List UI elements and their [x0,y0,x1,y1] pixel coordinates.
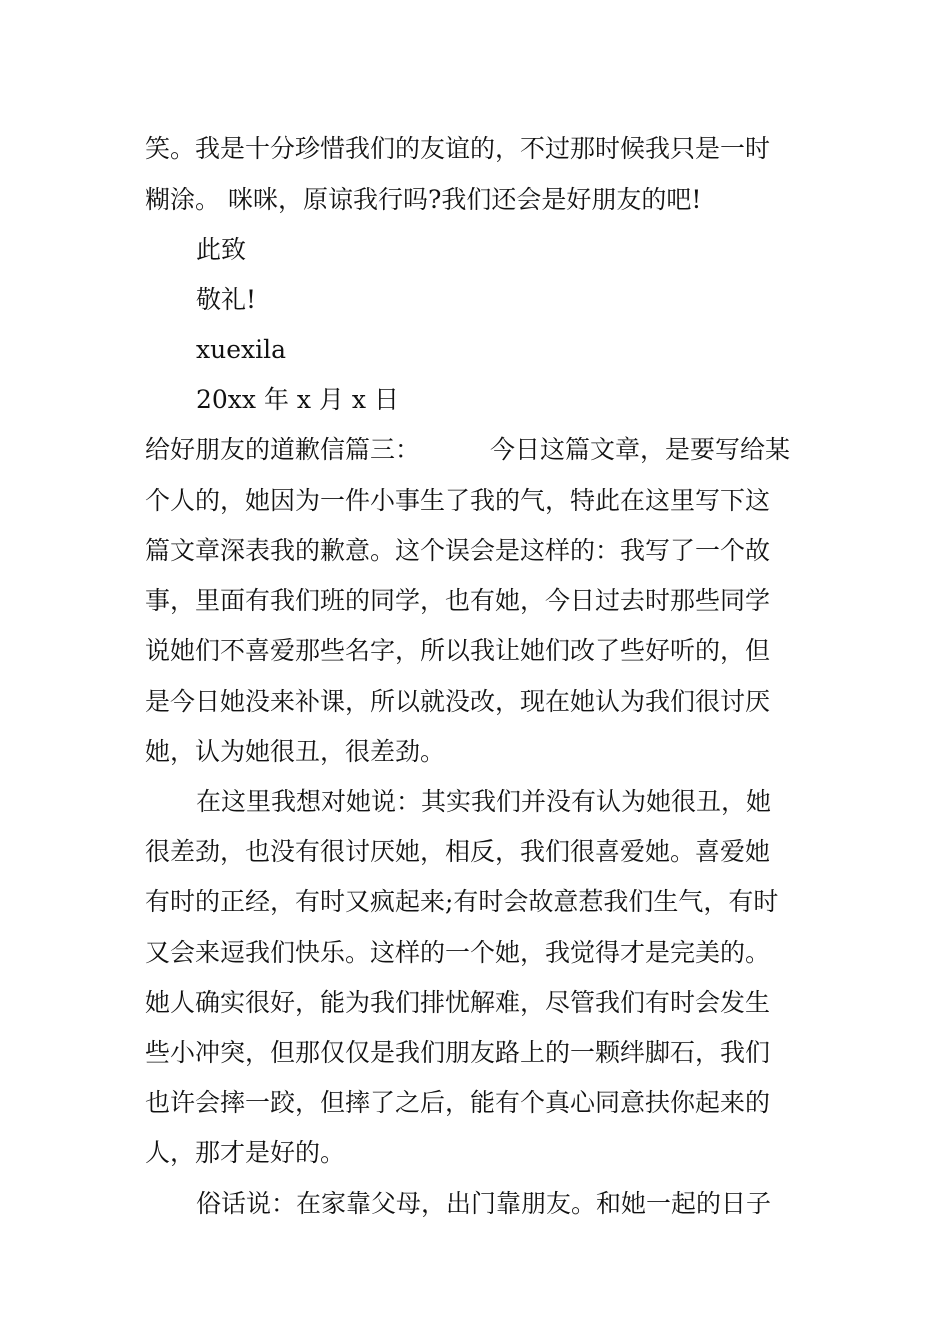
closing-regards: 敬礼! [196,285,257,314]
paragraph-start: 在这里我想对她说：其实我们并没有认为她很丑，她 [196,787,772,816]
text-line: 个人的，她因为一件小事生了我的气，特此在这里写下这 [145,486,771,515]
text-line: 又会来逗我们快乐。这样的一个她，我觉得才是完美的。 [145,938,771,967]
text-line: 有时的正经，有时又疯起来;有时会故意惹我们生气，有时 [145,887,779,916]
closing-salutation: 此致 [196,235,247,264]
signature-name: xuexila [196,335,286,364]
text-line: 篇文章深表我的歉意。这个误会是这样的：我写了一个故 [145,536,771,565]
text-line: 些小冲突，但那仅仅是我们朋友路上的一颗绊脚石，我们 [145,1038,771,1067]
text-line: 是今日她没来补课，所以就没改，现在她认为我们很讨厌 [145,687,771,716]
text-line: 今日这篇文章，是要写给某 [490,435,791,464]
text-line: 人，那才是好的。 [145,1138,346,1167]
text-line: 笑。我是十分珍惜我们的友谊的，不过那时候我只是一时 [145,134,771,163]
paragraph-start: 俗话说：在家靠父母，出门靠朋友。和她一起的日子 [196,1189,772,1218]
section-heading: 给好朋友的道歉信篇三： [145,435,421,464]
text-line: 她，认为她很丑，很差劲。 [145,737,446,766]
text-line: 事，里面有我们班的同学，也有她，今日过去时那些同学 [145,586,771,615]
section-heading-line [145,434,790,466]
text-line: 糊涂。 咪咪，原谅我行吗?我们还会是好朋友的吧! [145,185,702,214]
letter-date: 20xx 年 x 月 x 日 [196,385,399,414]
text-line: 说她们不喜爱那些名字，所以我让她们改了些好听的，但 [145,636,771,665]
text-line: 她人确实很好，能为我们排忧解难，尽管我们有时会发生 [145,988,771,1017]
text-line: 也许会摔一跤，但摔了之后，能有个真心同意扶你起来的 [145,1088,771,1117]
text-line: 很差劲，也没有很讨厌她，相反，我们很喜爱她。喜爱她 [145,837,771,866]
